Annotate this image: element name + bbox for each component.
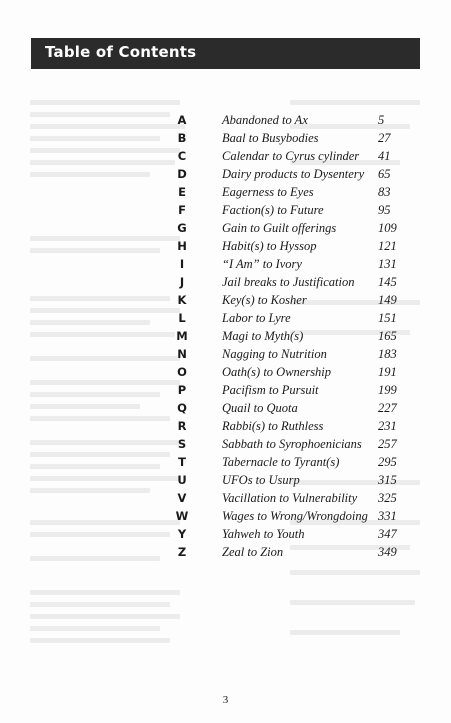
toc-row [0, 435, 451, 453]
toc-letter: V [177, 491, 187, 505]
toc-row [0, 363, 451, 381]
toc-row [0, 237, 451, 255]
toc-row [0, 183, 451, 201]
toc-row [0, 399, 451, 417]
toc-row [0, 453, 451, 471]
toc-page-number: 65 [378, 167, 391, 181]
toc-row [0, 291, 451, 309]
toc-entry-range: Faction(s) to Future [222, 203, 324, 217]
bleed-through-line [30, 602, 170, 607]
toc-letter: H [177, 239, 187, 253]
toc-page-number: 191 [378, 365, 397, 379]
toc-row [0, 381, 451, 399]
toc-page-number: 349 [378, 545, 397, 559]
toc-entry-range: Wages to Wrong/Wrongdoing [222, 509, 368, 523]
toc-letter: W [175, 509, 189, 523]
toc-row [0, 165, 451, 183]
toc-letter: K [177, 293, 187, 307]
toc-letter: Y [177, 527, 187, 541]
toc-entry-range: Baal to Busybodies [222, 131, 319, 145]
toc-letter: Q [177, 401, 187, 415]
toc-entry-range: Calendar to Cyrus cylinder [222, 149, 360, 163]
toc-row [0, 345, 451, 363]
toc-entry-range: Quail to Quota [222, 401, 298, 415]
toc-row [0, 255, 451, 273]
toc-letter: Z [177, 545, 187, 559]
toc-letter: M [176, 329, 188, 343]
toc-row [0, 327, 451, 345]
toc-row [0, 129, 451, 147]
toc-page-number: 151 [378, 311, 397, 325]
toc-letter: G [177, 221, 187, 235]
page-number: 3 [222, 694, 229, 706]
toc-entry-range: Habit(s) to Hyssop [222, 239, 317, 253]
bleed-through-line [290, 630, 400, 635]
toc-entry-range: Magi to Myth(s) [222, 329, 304, 343]
toc-letter: B [177, 131, 187, 145]
toc-letter: T [178, 455, 186, 469]
toc-page-number: 315 [378, 473, 397, 487]
toc-entry-range: Dairy products to Dysentery [222, 167, 365, 181]
toc-page-number: 145 [378, 275, 397, 289]
toc-row [0, 219, 451, 237]
toc-letter: R [177, 419, 187, 433]
bleed-through-line [290, 600, 415, 605]
toc-row [0, 273, 451, 291]
page-title: Table of Contents [45, 43, 197, 61]
toc-entry-range: Key(s) to Kosher [222, 293, 307, 307]
toc-entry-range: Vacillation to Vulnerability [222, 491, 358, 505]
bleed-through-line [290, 570, 420, 575]
toc-page-number: 165 [378, 329, 397, 343]
toc-row [0, 147, 451, 165]
toc-header-bar [31, 38, 420, 69]
toc-letter: C [177, 149, 187, 163]
toc-page-number: 331 [378, 509, 397, 523]
bleed-through-line [30, 614, 180, 619]
toc-page-number: 325 [378, 491, 397, 505]
toc-page-number: 5 [378, 113, 385, 127]
toc-page-number: 199 [378, 383, 397, 397]
toc-letter: O [177, 365, 187, 379]
toc-page-number: 183 [378, 347, 397, 361]
toc-entry-range: Oath(s) to Ownership [222, 365, 332, 379]
toc-entry-range: Abandoned to Ax [222, 113, 308, 127]
toc-page-number: 95 [378, 203, 391, 217]
toc-entry-range: Zeal to Zion [222, 545, 284, 559]
toc-page-number: 109 [378, 221, 397, 235]
bleed-through-line [30, 590, 180, 595]
toc-row [0, 543, 451, 561]
toc-letter: L [178, 311, 186, 325]
toc-page-number: 149 [378, 293, 397, 307]
toc-row [0, 111, 451, 129]
toc-page-number: 231 [378, 419, 397, 433]
toc-row [0, 471, 451, 489]
toc-page-number: 257 [378, 437, 397, 451]
toc-row [0, 507, 451, 525]
toc-row [0, 417, 451, 435]
toc-entry-range: UFOs to Usurp [222, 473, 300, 487]
toc-page-number: 83 [378, 185, 391, 199]
bleed-through-line [30, 638, 170, 643]
toc-letter: E [178, 185, 186, 199]
toc-row [0, 309, 451, 327]
toc-page-number: 295 [378, 455, 397, 469]
toc-row [0, 201, 451, 219]
toc-letter: I [179, 257, 185, 271]
toc-letter: S [177, 437, 187, 451]
toc-letter: N [177, 347, 187, 361]
toc-letter: U [177, 473, 187, 487]
toc-entry-range: Eagerness to Eyes [222, 185, 314, 199]
toc-entry-range: Gain to Guilt offerings [222, 221, 337, 235]
toc-row [0, 489, 451, 507]
toc-entry-range: Jail breaks to Justification [222, 275, 355, 289]
toc-page-number: 27 [378, 131, 391, 145]
bleed-through-line [30, 626, 160, 631]
toc-entry-range: Rabbi(s) to Ruthless [222, 419, 324, 433]
toc-entry-range: Labor to Lyre [222, 311, 291, 325]
toc-letter: F [178, 203, 186, 217]
toc-letter: P [177, 383, 187, 397]
toc-entry-range: Sabbath to Syrophoenicians [222, 437, 362, 451]
toc-page-number: 41 [378, 149, 391, 163]
bleed-through-line [30, 100, 180, 105]
toc-entry-range: Pacifism to Pursuit [222, 383, 319, 397]
toc-entry-range: “I Am” to Ivory [222, 257, 302, 271]
toc-letter: A [177, 113, 187, 127]
toc-letter: D [177, 167, 187, 181]
toc-page-number: 131 [378, 257, 397, 271]
toc-page-number: 227 [378, 401, 397, 415]
toc-entry-range: Yahweh to Youth [222, 527, 305, 541]
toc-row [0, 525, 451, 543]
toc-entry-range: Tabernacle to Tyrant(s) [222, 455, 340, 469]
bleed-through-line [290, 100, 420, 105]
toc-entry-range: Nagging to Nutrition [222, 347, 327, 361]
toc-page-number: 121 [378, 239, 397, 253]
toc-page-number: 347 [378, 527, 397, 541]
toc-letter: J [179, 275, 185, 289]
